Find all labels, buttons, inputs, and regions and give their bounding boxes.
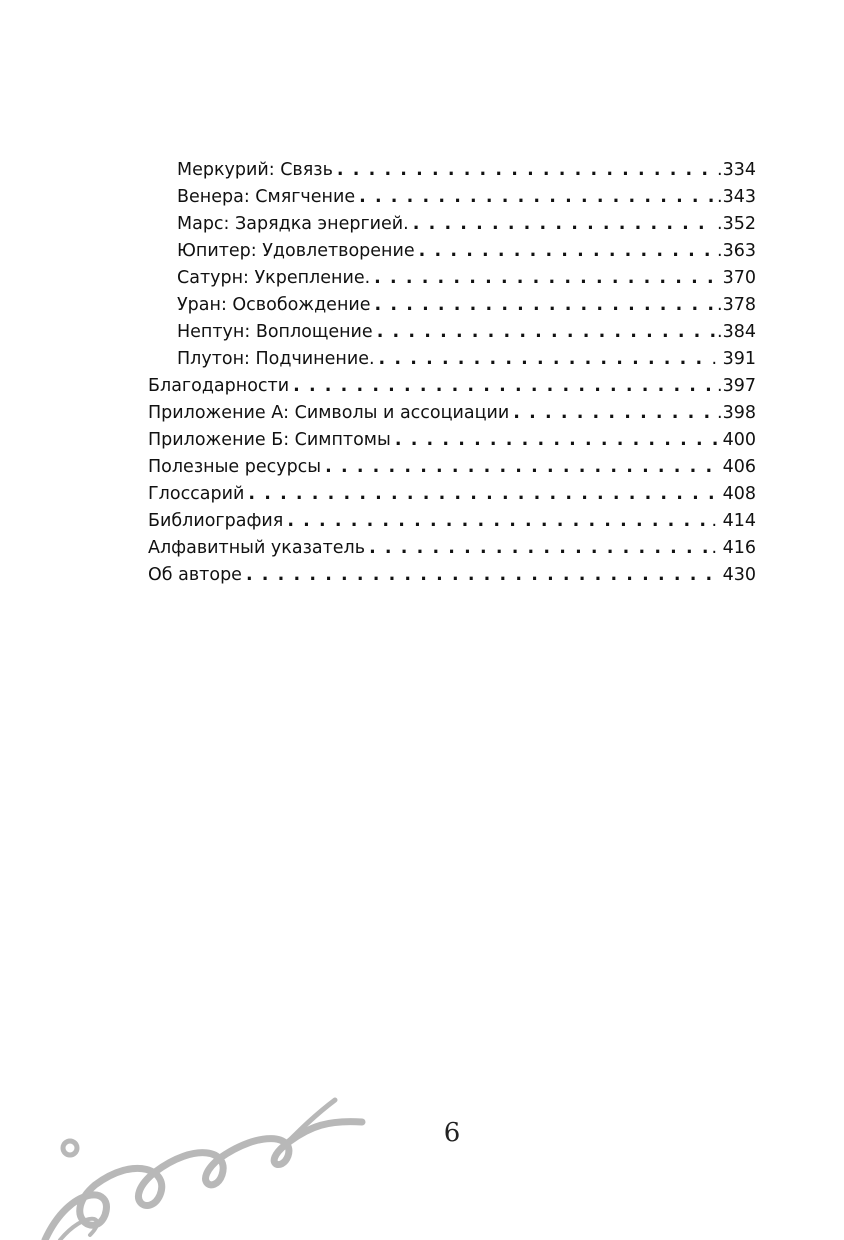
toc-entry-title: Сатурн: Укрепление. xyxy=(177,268,371,288)
toc-entry-bibliography xyxy=(148,508,756,535)
toc-entry-mars xyxy=(148,211,756,238)
toc-entry-page: 370 xyxy=(722,268,756,288)
toc-entry-page: . 416 xyxy=(711,538,756,558)
toc-dot-leader xyxy=(246,562,721,589)
toc-dot-leader xyxy=(379,346,710,373)
toc-dot-leader xyxy=(413,211,715,238)
toc-dot-leader xyxy=(325,454,720,481)
vine-ornament-icon xyxy=(0,1090,380,1240)
table-of-contents xyxy=(148,157,756,589)
toc-entry-title: Глоссарий xyxy=(148,484,245,504)
toc-entry-page: .352 xyxy=(717,214,756,234)
toc-dot-leader xyxy=(337,157,715,184)
toc-entry-title: Нептун: Воплощение xyxy=(177,322,373,342)
toc-entry-page: .334 xyxy=(717,160,756,180)
toc-entry-title: Марс: Зарядка энергией. xyxy=(177,214,409,234)
toc-entry-glossary xyxy=(148,481,756,508)
toc-dot-leader xyxy=(359,184,715,211)
toc-dot-leader xyxy=(375,292,716,319)
toc-entry-title: Венера: Смягчение xyxy=(177,187,356,207)
toc-entry-mercury xyxy=(148,157,756,184)
toc-entry-title: Полезные ресурсы xyxy=(148,457,322,477)
toc-entry-pluto xyxy=(148,346,756,373)
toc-entry-resources xyxy=(148,454,756,481)
toc-entry-page: 400 xyxy=(722,430,756,450)
toc-entry-page: . 391 xyxy=(711,349,756,369)
toc-entry-title: Приложение А: Символы и ассоциации xyxy=(148,403,510,423)
toc-entry-title: Меркурий: Связь xyxy=(177,160,333,180)
toc-entry-index xyxy=(148,535,756,562)
toc-entry-page: .398 xyxy=(717,403,756,423)
toc-entry-venus xyxy=(148,184,756,211)
toc-entry-title: Алфавитный указатель xyxy=(148,538,366,558)
toc-entry-title: Уран: Освобождение xyxy=(177,295,371,315)
toc-entry-title: Плутон: Подчинение. xyxy=(177,349,375,369)
toc-entry-about-author xyxy=(148,562,756,589)
toc-entry-page: . 414 xyxy=(711,511,756,531)
toc-dot-leader xyxy=(377,319,715,346)
toc-entry-title: Благодарности xyxy=(148,376,290,396)
toc-dot-leader xyxy=(513,400,715,427)
toc-entry-page: 430 xyxy=(722,565,756,585)
toc-entry-title: Приложение Б: Симптомы xyxy=(148,430,391,450)
toc-entry-page: 408 xyxy=(722,484,756,504)
toc-entry-page: 406 xyxy=(722,457,756,477)
toc-entry-jupiter xyxy=(148,238,756,265)
toc-entry-page: .378 xyxy=(717,295,756,315)
toc-dot-leader xyxy=(369,535,709,562)
toc-entry-page: .343 xyxy=(717,187,756,207)
toc-entry-appendix-b xyxy=(148,427,756,454)
toc-dot-leader xyxy=(293,373,715,400)
toc-entry-title: Юпитер: Удовлетворение xyxy=(177,241,415,261)
toc-entry-title: Об авторе xyxy=(148,565,242,585)
page-number: 6 xyxy=(443,1118,461,1148)
toc-entry-neptune xyxy=(148,319,756,346)
toc-entry-page: .397 xyxy=(717,376,756,396)
toc-entry-page: .384 xyxy=(717,322,756,342)
toc-entry-acknowledgements xyxy=(148,373,756,400)
toc-dot-leader xyxy=(419,238,715,265)
toc-dot-leader xyxy=(287,508,709,535)
toc-entry-uranus xyxy=(148,292,756,319)
toc-dot-leader xyxy=(248,481,720,508)
toc-dot-leader xyxy=(395,427,721,454)
toc-entry-title: Библиография xyxy=(148,511,284,531)
toc-entry-saturn xyxy=(148,265,756,292)
toc-entry-page: .363 xyxy=(717,241,756,261)
toc-dot-leader xyxy=(374,265,720,292)
toc-entry-appendix-a xyxy=(148,400,756,427)
